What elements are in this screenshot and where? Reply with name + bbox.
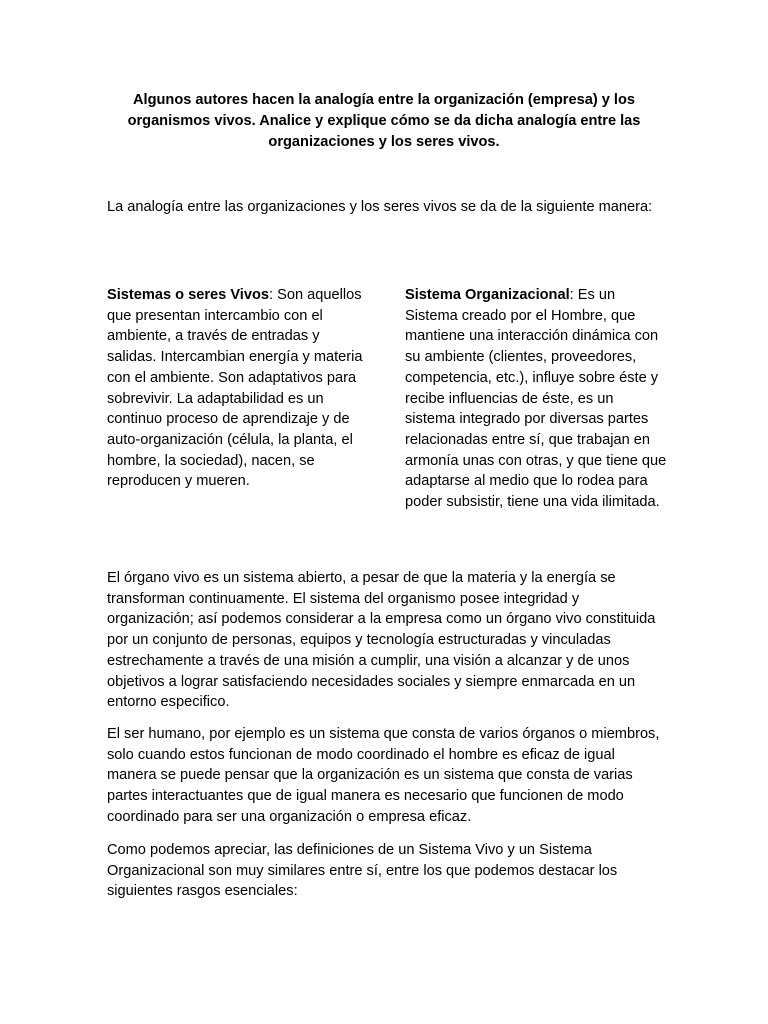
living-systems-term: Sistemas o seres Vivos <box>107 287 269 303</box>
body-paragraph-conclusion: Como podemos apreciar, las definiciones de un Sistema Vivo y un Sistema Organizacional son muy similares entre sí, entre los que podemos destacar los siguientes rasgos esenciales: <box>107 842 618 900</box>
living-systems-definition: : Son aquellos que presentan intercambio con el ambiente, a través de entradas y salidas. Intercambian energía y materia con el ambiente. Son adaptativos para sobrevivir. La adaptabilidad es un continuo proceso de aprendizaje y de auto-organización (célula, la planta, el hombre, la sociedad), nacen, se reproducen y mueren. <box>107 287 363 490</box>
document-heading: Algunos autores hacen la analogía entre la organización (empresa) y los organismos vivos. Analice y explique cómo se da dicha analogía entre las organizaciones y los seres vivos. <box>127 92 641 150</box>
living-systems-column <box>107 285 369 492</box>
organizational-system-column <box>405 285 667 513</box>
intro-paragraph: La analogía entre las organizaciones y los seres vivos se da de la siguiente manera: <box>107 199 653 215</box>
organizational-system-definition: : Es un Sistema creado por el Hombre, que mantiene una interacción dinámica con su ambiente (clientes, proveedores, competencia, etc.), influye sobre éste y recibe influencias de éste, es un sistema integrado por diversas partes relacionadas entre sí, que trabajan en armonía unas con otras, y que tiene que adaptarse al medio que lo rodea para poder subsistir, tiene una vida ilimitada. <box>405 287 667 511</box>
organizational-system-term: Sistema Organizacional <box>405 287 570 303</box>
body-paragraph-human-example: El ser humano, por ejemplo es un sistema que consta de varios órganos o miembros, solo cuando estos funcionan de modo coordinado el hombre es eficaz de igual manera se puede pensar que la organización es un sistema que consta de varias partes interactuantes que de igual manera es necesario que funcionen de modo coordinado para ser una organización o empresa eficaz. <box>107 726 660 825</box>
body-paragraph-open-system: El órgano vivo es un sistema abierto, a pesar de que la materia y la energía se transforman continuamente. El sistema del organismo posee integridad y organización; así podemos considerar a la empresa como un órgano vivo constituida por un conjunto de personas, equipos y tecnología estructuradas y vinculadas estrechamente a través de una misión a cumplir, una visión a alcanzar y de unos objetivos a lograr satisfaciendo necesidades sociales y siempre enmarcada en un entorno especifico. <box>107 570 656 711</box>
